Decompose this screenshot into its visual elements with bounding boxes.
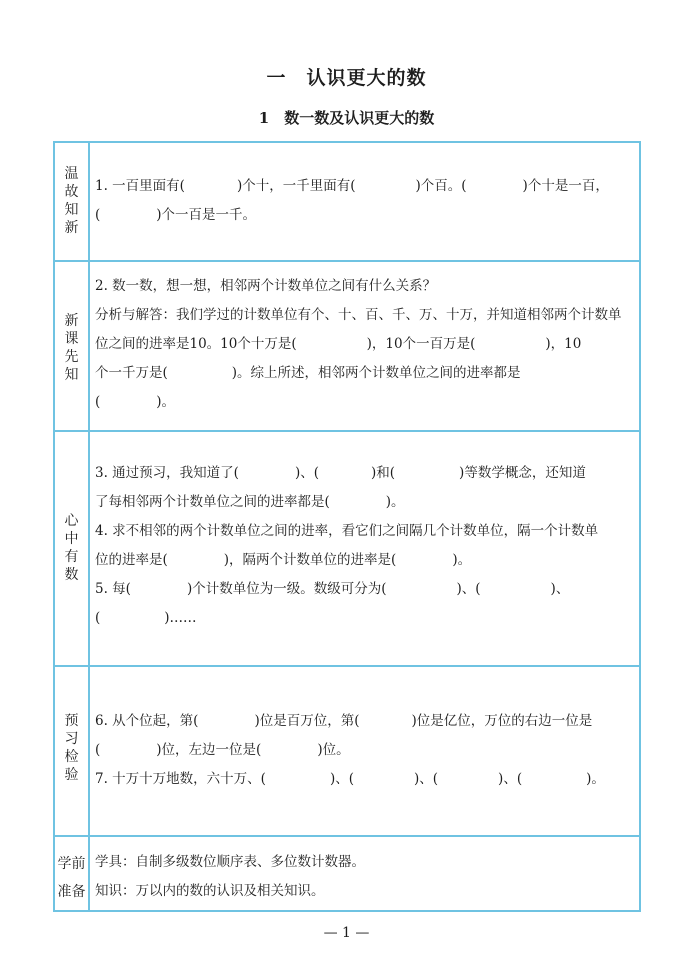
prep-line: 知识：万以内的数的认识及相关知识。 bbox=[95, 883, 325, 899]
section-review bbox=[95, 172, 633, 230]
section-label-check: 预 习 检 验 bbox=[64, 713, 79, 783]
question-line: ( )。 bbox=[95, 394, 176, 410]
section-check bbox=[95, 707, 633, 794]
question-line: 7. 十万十万地数，六十万、( )、( )、( )、( )。 bbox=[95, 771, 605, 787]
prep-line: 学具：自制多级数位顺序表、多位数计数器。 bbox=[95, 854, 365, 870]
question-line: 了每相邻两个计数单位之间的进率都是( )。 bbox=[95, 494, 405, 510]
section-understanding bbox=[95, 459, 633, 633]
worksheet-table bbox=[53, 141, 641, 912]
question-line: 4. 求不相邻的两个计数单位之间的进率，看它们之间隔几个计数单位，隔一个计数单 bbox=[95, 523, 599, 539]
question-line: ( )位，左边一位是( )位。 bbox=[95, 742, 350, 758]
section-label-new-lesson: 新 课 先 知 bbox=[64, 313, 79, 383]
row-divider bbox=[55, 260, 639, 262]
page-number: — 1 — bbox=[323, 925, 370, 941]
lesson-title: 1 数一数及认识更大的数 bbox=[258, 109, 435, 127]
question-line: 1. 一百里面有( )个十，一千里面有( )个百。( )个十是一百， bbox=[95, 178, 609, 194]
question-line: 3. 通过预习，我知道了( )、( )和( )等数学概念，还知道 bbox=[95, 465, 586, 481]
row-divider bbox=[55, 835, 639, 837]
section-label-understanding: 心 中 有 数 bbox=[64, 513, 79, 583]
question-line: 位的进率是( )，隔两个计数单位的进率是( )。 bbox=[95, 552, 472, 568]
question-line: ( )…… bbox=[95, 610, 197, 626]
section-prep bbox=[95, 848, 633, 906]
question-line: 6. 从个位起，第( )位是百万位，第( )位是亿位，万位的右边一位是 bbox=[95, 713, 593, 729]
row-divider bbox=[55, 665, 639, 667]
column-divider bbox=[88, 143, 90, 910]
section-label-review: 温 故 知 新 bbox=[64, 166, 79, 236]
section-label-prep: 学前 准备 bbox=[57, 856, 86, 900]
question-line: 个一千万是( )。综上所述，相邻两个计数单位之间的进率都是 bbox=[95, 365, 521, 381]
section-new-lesson bbox=[95, 272, 633, 417]
row-divider bbox=[55, 430, 639, 432]
question-line: 2. 数一数，想一想，相邻两个计数单位之间有什么关系？ bbox=[95, 278, 437, 294]
question-line: 位之间的进率是10。10个十万是( )，10个一百万是( )，10 bbox=[95, 336, 582, 352]
chapter-title: 一 认识更大的数 bbox=[266, 67, 427, 89]
question-line: 5. 每( )个计数单位为一级。数级可分为( )、( )、 bbox=[95, 581, 570, 597]
question-line: ( )个一百是一千。 bbox=[95, 207, 257, 223]
question-line: 分析与解答：我们学过的计数单位有个、十、百、千、万、十万，并知道相邻两个计数单 bbox=[95, 307, 622, 323]
